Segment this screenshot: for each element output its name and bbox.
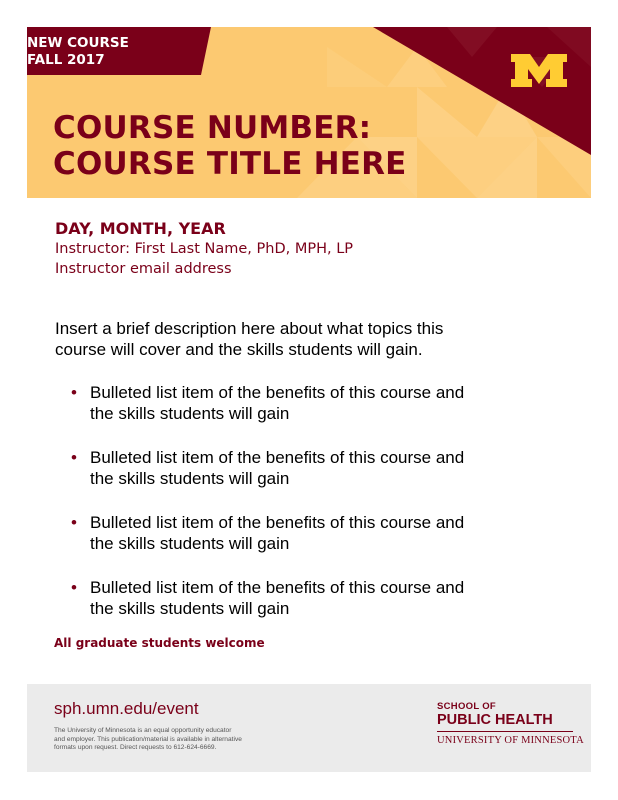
course-title	[53, 110, 407, 182]
public-health-label: PUBLIC HEALTH	[437, 712, 553, 728]
list-item: • Bulleted list item of the benefits of this course and the skills students will gain	[71, 513, 465, 553]
event-link[interactable]: sph.umn.edu/event	[54, 699, 199, 718]
list-item: • Bulleted list item of the benefits of this course and the skills students will gain	[71, 383, 465, 423]
bullet-icon: •	[71, 578, 77, 597]
university-label: UNIVERSITY OF MINNESOTA	[437, 735, 584, 746]
bullet-icon: •	[71, 448, 77, 467]
audience-note: All graduate students welcome	[54, 636, 265, 650]
list-item: • Bulleted list item of the benefits of this course and the skills students will gain	[71, 578, 465, 618]
tag-new-course: NEW COURSE	[27, 35, 129, 51]
course-details	[55, 218, 353, 279]
bullet-icon: •	[71, 383, 77, 402]
school-wordmark	[437, 702, 584, 747]
tag-semester: FALL 2017	[27, 52, 105, 68]
course-date: DAY, MONTH, YEAR	[55, 219, 226, 238]
course-number: COURSE NUMBER:	[53, 110, 372, 146]
legal-notice: The University of Minnesota is an equal opportunity educator and employer. This publication/material is available in alternative formats upon request. Direct requests to 612-624-6669.	[54, 727, 242, 751]
bullet-icon: •	[71, 513, 77, 532]
school-of-label: SCHOOL OF	[437, 701, 496, 712]
list-item: • Bulleted list item of the benefits of this course and the skills students will gain	[71, 448, 465, 488]
benefits-list	[60, 382, 520, 642]
instructor-email: Instructor email address	[55, 261, 232, 277]
university-m-logo-icon	[508, 54, 570, 87]
footer	[27, 684, 591, 772]
course-tag	[27, 35, 129, 69]
course-title-text: COURSE TITLE HERE	[53, 146, 407, 182]
wordmark-divider	[437, 731, 573, 732]
instructor-name: Instructor: First Last Name, PhD, MPH, LP	[55, 241, 354, 257]
course-description: Insert a brief description here about what topics this course will cover and the skills students will gain.	[55, 319, 444, 359]
